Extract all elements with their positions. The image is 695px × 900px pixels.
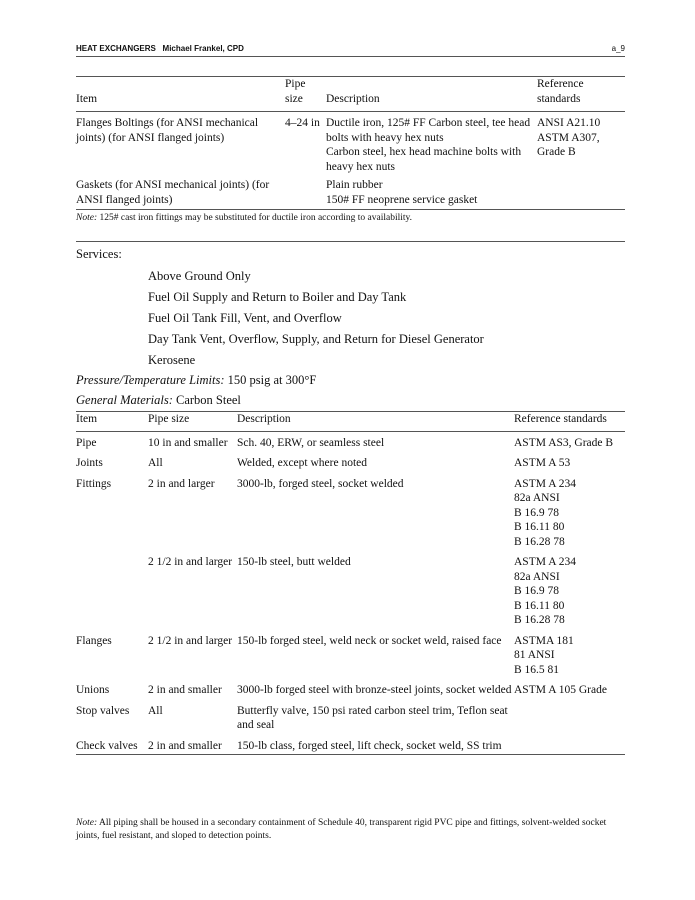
header-author: Michael Frankel, CPD	[162, 44, 244, 53]
cell-reference	[514, 630, 625, 680]
cell-description: 150-lb steel, butt welded	[237, 556, 351, 568]
table-header-row	[76, 77, 625, 112]
reference-line: B 16.9 78	[514, 506, 560, 519]
services-label: Services:	[76, 247, 122, 261]
reference-line: B 16.5 81	[514, 663, 560, 676]
reference-line: B 16.28 78	[514, 614, 565, 626]
table-row	[76, 452, 625, 473]
services-list	[148, 266, 484, 371]
col-header-reference: Reference standards	[514, 412, 625, 432]
fuel-oil-piping-table	[76, 411, 625, 755]
cell-pipe-size: 2 in and smaller	[148, 735, 237, 755]
note-label: Note:	[76, 818, 98, 828]
note-text: All piping shall be housed in a secondary containment of Schedule 40, transparent rigid PVC pipe and fittings, solvent-welded socket joints, fuel resistant, and sloped to detection points.	[76, 818, 607, 841]
general-materials	[76, 393, 241, 408]
table-row	[76, 112, 625, 175]
reference-line: ASTM A 234	[514, 556, 576, 568]
service-item: Fuel Oil Supply and Return to Boiler and Day Tank	[148, 290, 407, 304]
col-header-description: Description	[326, 77, 537, 112]
cell-reference	[514, 735, 625, 755]
cell-reference	[514, 679, 625, 700]
running-header	[76, 42, 625, 57]
materials-value: Carbon Steel	[175, 393, 241, 407]
description-line: Ductile iron, 125# FF Carbon steel, tee head bolts with heavy hex nuts	[326, 117, 531, 144]
cell-item: Fittings	[76, 477, 112, 490]
col-header-pipe-size: Pipe size	[285, 77, 326, 112]
cell-item: Joints	[76, 457, 103, 469]
reference-line: B 16.9 78	[514, 585, 560, 597]
cell-item: Check valves	[76, 735, 148, 755]
bolting-gasket-table	[76, 76, 625, 210]
service-item: Day Tank Vent, Overflow, Supply, and Return for Diesel Generator	[148, 332, 484, 346]
cell-pipe-size: All	[148, 704, 163, 717]
limits-value: 150 psig at 300°F	[227, 373, 317, 387]
cell-item: Unions	[76, 684, 110, 696]
col-header-item: Item	[76, 412, 148, 432]
cell-reference	[514, 551, 625, 630]
cell-reference	[537, 112, 625, 175]
reference-line: ASTM A307, Grade B	[537, 131, 600, 158]
cell-description: 150-lb class, forged steel, lift check, socket weld, SS trim	[237, 735, 514, 755]
table-row	[76, 735, 625, 755]
reference-line: ANSI A21.10	[537, 117, 601, 129]
cell-description: Sch. 40, ERW, or seamless steel	[237, 436, 385, 449]
cell-description: 150-lb forged steel, weld neck or socket weld, raised face	[237, 634, 502, 647]
cell-pipe-size: All	[148, 457, 163, 469]
cell-pipe-size: 2 1/2 in and larger	[148, 634, 233, 647]
cell-pipe-size: 2 1/2 in and larger	[148, 556, 233, 568]
cell-reference	[514, 452, 625, 473]
table-row	[76, 174, 625, 210]
cell-description: Butterfly valve, 150 psi rated carbon steel trim, Teflon seat and seal	[237, 704, 508, 731]
section-divider	[76, 241, 625, 242]
limits-label: Pressure/Temperature Limits:	[76, 373, 225, 387]
header-left	[76, 44, 244, 53]
materials-label: General Materials:	[76, 393, 173, 407]
reference-line: ASTM A 234	[514, 477, 576, 490]
cell-pipe-size: 2 in and larger	[148, 477, 215, 490]
cell-pipe-size: 2 in and smaller	[148, 684, 222, 696]
col-header-description: Description	[237, 412, 514, 432]
table-row	[76, 431, 625, 452]
reference-line: B 16.11 80	[514, 599, 565, 612]
service-item: Kerosene	[148, 353, 196, 367]
description-line: Plain rubber	[326, 179, 383, 191]
cell-pipe-size: 10 in and smaller	[148, 436, 228, 449]
cell-description: Welded, except where noted	[237, 457, 367, 469]
reference-line: 82a ANSI	[514, 492, 560, 504]
cell-description: 3000-lb forged steel with bronze-steel joints, socket welded	[237, 684, 512, 696]
col-header-pipe-size: Pipe size	[148, 412, 237, 432]
description-line: 150# FF neoprene service gasket	[326, 193, 478, 206]
table-header-row	[76, 412, 625, 432]
page-number: a_9	[611, 44, 625, 53]
cell-pipe-size: 4–24 in	[285, 117, 320, 129]
reference-line: 82a ANSI	[514, 570, 560, 583]
cell-pipe-size	[285, 174, 326, 210]
table-row	[76, 551, 625, 630]
reference-line: ASTM A 53	[514, 457, 571, 469]
table-row	[76, 700, 625, 735]
table-row	[76, 679, 625, 700]
reference-line: ASTMA 181	[514, 634, 574, 647]
cell-item: Stop valves	[76, 704, 130, 717]
reference-line: ASTM AS3, Grade B	[514, 436, 614, 449]
col-header-item: Item	[76, 77, 285, 112]
note-text: 125# cast iron fittings may be substituted for ductile iron according to availability.	[99, 213, 413, 223]
table2-note	[76, 817, 625, 843]
reference-line: B 16.28 78	[514, 535, 565, 548]
pressure-temperature-limits	[76, 373, 316, 388]
cell-item: Flanges Boltings (for ANSI mechanical joints) (for ANSI flanged joints)	[76, 117, 259, 144]
table-row	[76, 473, 625, 552]
reference-line: ASTM A 105 Grade	[514, 684, 607, 696]
cell-reference	[514, 431, 625, 452]
cell-item: Pipe	[76, 436, 97, 449]
reference-line: 81 ANSI	[514, 649, 555, 661]
cell-reference	[514, 473, 625, 552]
cell-reference	[537, 174, 625, 210]
cell-description	[326, 174, 537, 210]
cell-description: 3000-lb, forged steel, socket welded	[237, 477, 404, 490]
service-item: Above Ground Only	[148, 269, 251, 283]
col-header-reference: Reference standards	[537, 77, 625, 112]
cell-description	[326, 112, 537, 175]
cell-item: Gaskets (for ANSI mechanical joints) (for ANSI flanged joints)	[76, 174, 285, 210]
header-title: HEAT EXCHANGERS	[76, 44, 156, 53]
table-row	[76, 630, 625, 680]
description-line: Carbon steel, hex head machine bolts with heavy hex nuts	[326, 146, 522, 173]
reference-line: B 16.11 80	[514, 521, 565, 533]
table1-note	[76, 212, 625, 225]
cell-reference	[514, 700, 625, 735]
cell-item: Flanges	[76, 634, 112, 647]
note-label: Note:	[76, 213, 98, 223]
service-item: Fuel Oil Tank Fill, Vent, and Overflow	[148, 311, 342, 325]
cell-item	[76, 551, 148, 630]
